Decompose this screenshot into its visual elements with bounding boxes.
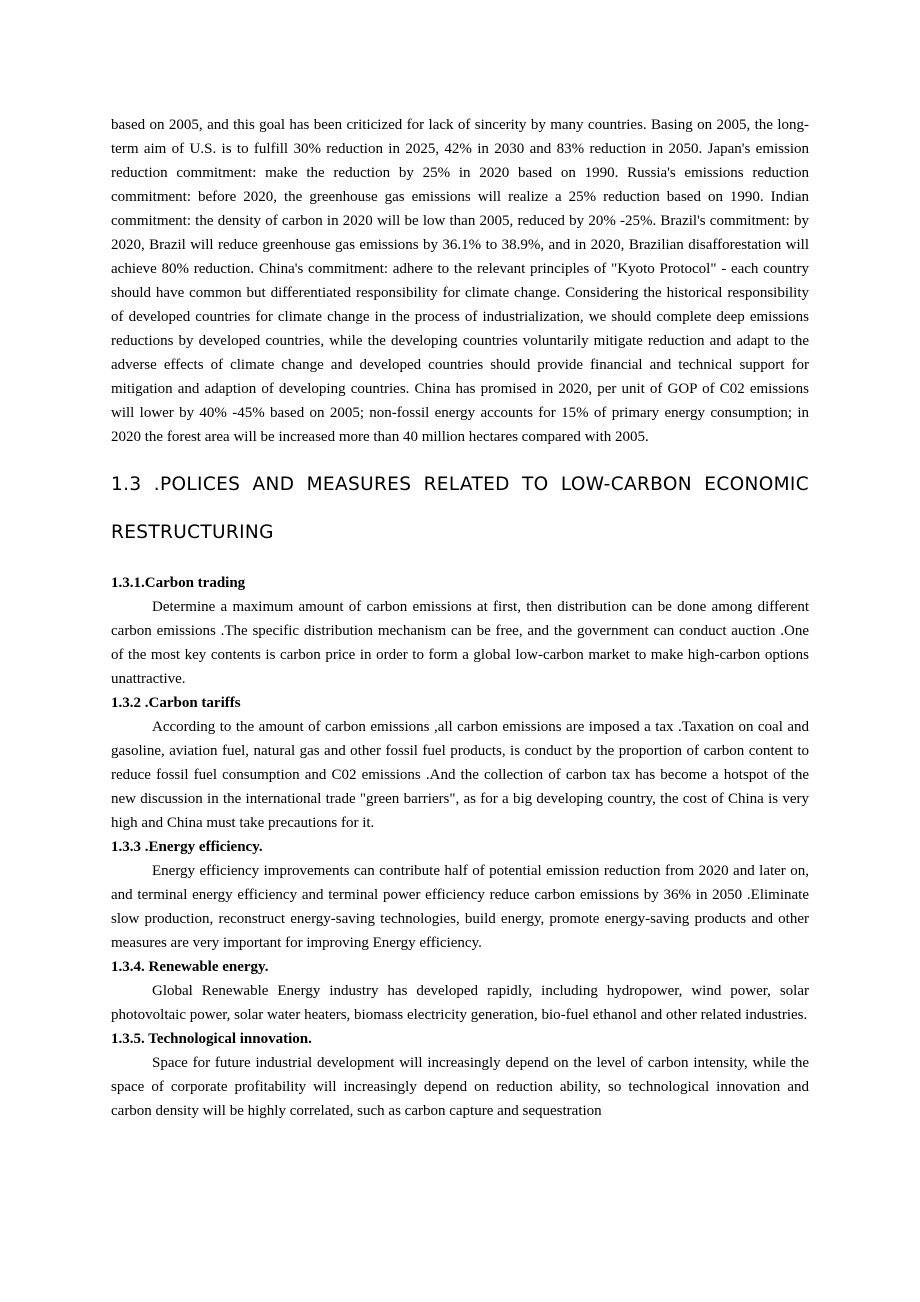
subsection-carbon-trading <box>111 571 809 691</box>
subsection-heading: 1.3.4. Renewable energy. <box>111 959 269 975</box>
intro-paragraph: based on 2005, and this goal has been criticized for lack of sincerity by many countries. Basing on 2005, the long-term aim of U.S. is to fulfill 30% reduction in 2025, 42% in 2030 and 83% reduction in 2050. Japan's emission reduction commitment: make the reduction by 25% in 2020 based on 1990. Russia's emissions reduction commitment: before 2020, the greenhouse gas emissions will realize a 25% reduction based on 1990. Indian commitment: the density of carbon in 2020 will be low than 2005, reduced by 20% -25%. Brazil's commitment: by 2020, Brazil will reduce greenhouse gas emissions by 36.1% to 38.9%, and in 2020, Brazilian disafforestation will achieve 80% reduction. China's commitment: adhere to the relevant principles of "Kyoto Protocol" - each country should have common but differentiated responsibility for climate change. Considering the historical responsibility of developed countries for climate change in the process of industrialization, we should complete deep emissions reductions by developed countries, while the developing countries voluntarily mitigate reduction and adapt to the adverse effects of climate change and developed countries should provide financial and technical support for mitigation and adaption of developing countries. China has promised in 2020, per unit of GOP of C02 emissions will lower by 40% -45% based on 2005; non-fossil energy accounts for 15% of primary energy consumption; in 2020 the forest area will be increased more than 40 million hectares compared with 2005. <box>111 117 809 445</box>
subsection-heading: 1.3.2 .Carbon tariffs <box>111 695 241 711</box>
document-page <box>111 113 809 1123</box>
subsection-paragraph: Determine a maximum amount of carbon emissions at first, then distribution can be done among different carbon emissions .The specific distribution mechanism can be free, and the government can conduct auction .One of the most key contents is carbon price in order to form a global low-carbon market to make high-carbon options unattractive. <box>111 599 809 687</box>
subsection-carbon-tariffs <box>111 691 809 835</box>
subsection-renewable-energy <box>111 955 809 1027</box>
subsection-energy-efficiency <box>111 835 809 955</box>
section-heading: 1.3 .POLICES AND MEASURES RELATED TO LOW-CARBON ECONOMIC RESTRUCTURING <box>111 474 809 543</box>
subsection-heading: 1.3.3 .Energy efficiency. <box>111 839 263 855</box>
subsection-paragraph: Global Renewable Energy industry has developed rapidly, including hydropower, wind power, solar photovoltaic power, solar water heaters, biomass electricity generation, bio-fuel ethanol and other related industries. <box>111 983 809 1023</box>
subsection-heading: 1.3.5. Technological innovation. <box>111 1031 312 1047</box>
subsection-paragraph: According to the amount of carbon emissions ,all carbon emissions are imposed a tax .Taxation on coal and gasoline, aviation fuel, natural gas and other fossil fuel products, is conduct by the proportion of carbon content to reduce fossil fuel consumption and C02 emissions .And the collection of carbon tax has become a hotspot of the new discussion in the international trade "green barriers", as for a big developing country, the cost of China is very high and China must take precautions for it. <box>111 719 809 831</box>
subsection-heading: 1.3.1.Carbon trading <box>111 575 246 591</box>
subsection-technological-innovation <box>111 1027 809 1123</box>
subsection-paragraph: Energy efficiency improvements can contribute half of potential emission reduction from 2020 and later on, and terminal energy efficiency and terminal power efficiency reduce carbon emissions by 36% in 2050 .Eliminate slow production, reconstruct energy-saving technologies, build energy, promote energy-saving products and other measures are very important for improving Energy efficiency. <box>111 863 809 951</box>
subsection-paragraph: Space for future industrial development will increasingly depend on the level of carbon intensity, while the space of corporate profitability will increasingly depend on reduction ability, so technological innovation and carbon density will be highly correlated, such as carbon capture and sequestration <box>111 1055 809 1119</box>
